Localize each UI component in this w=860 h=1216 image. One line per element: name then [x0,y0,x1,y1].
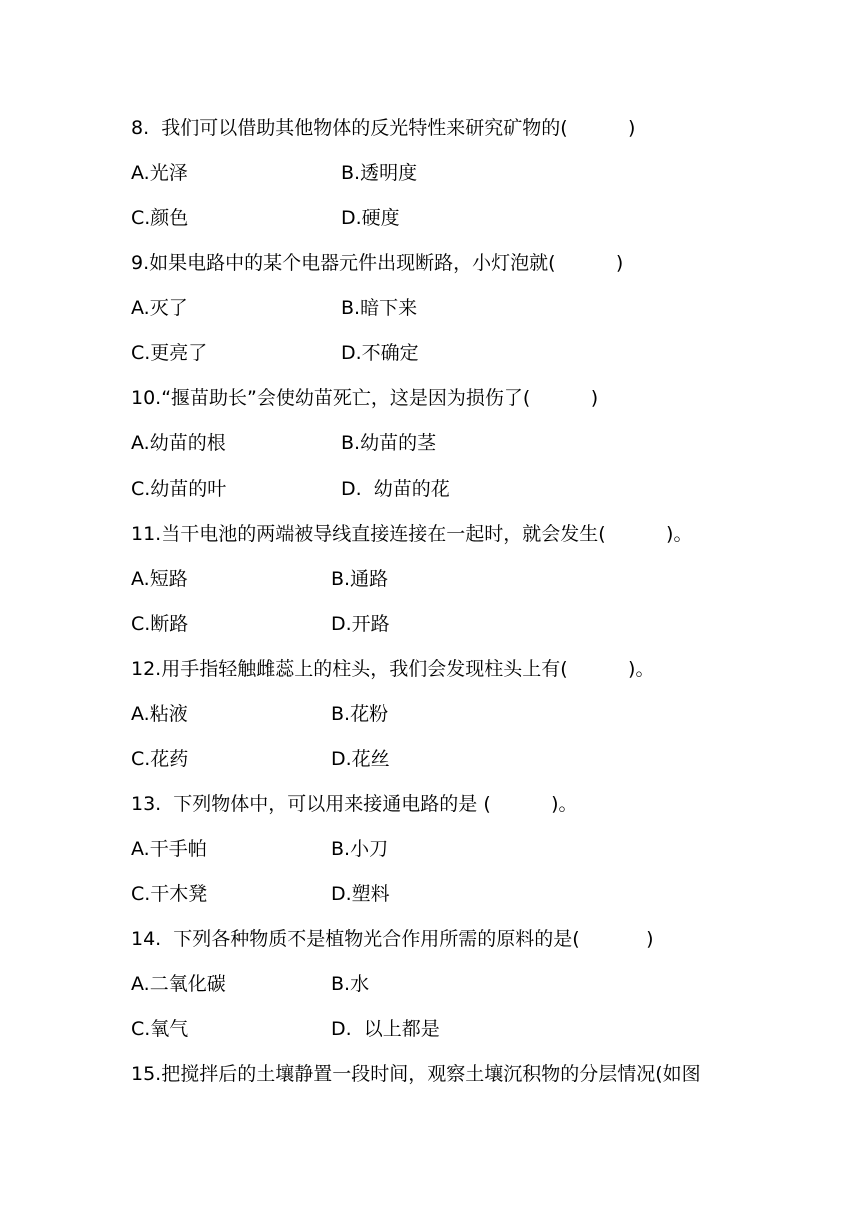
question-11-option-c: C.断路 [131,613,189,635]
question-9-stem: 9.如果电路中的某个电器元件出现断路，小灯泡就( ) [131,252,624,274]
question-14-option-c: C.氧气 [131,1018,189,1040]
question-12-option-d: D.花丝 [331,748,390,770]
question-12-option-c: C.花药 [131,748,189,770]
question-13-option-c: C.干木凳 [131,883,208,905]
question-8-option-d: D.硬度 [341,207,400,229]
question-14-option-b: B.水 [331,973,370,995]
question-11-option-b: B.通路 [331,568,389,590]
question-13-option-b: B.小刀 [331,838,389,860]
question-11-stem: 11.当干电池的两端被导线直接连接在一起时，就会发生( )。 [131,523,693,545]
question-9-option-a: A.灭了 [131,297,188,319]
question-10-option-a: A.幼苗的根 [131,432,226,454]
question-8-stem: 8. 我们可以借助其他物体的反光特性来研究矿物的( ) [131,117,636,139]
question-12-stem: 12.用手指轻触雌蕊上的柱头，我们会发现柱头上有( )。 [131,658,655,680]
question-8-option-b: B.透明度 [341,162,418,184]
question-13-option-a: A.干手帕 [131,838,207,860]
question-9-option-c: C.更亮了 [131,342,208,364]
question-12-option-b: B.花粉 [331,703,389,725]
question-8-option-a: A.光泽 [131,162,188,184]
question-9-option-d: D.不确定 [341,342,419,364]
question-15-stem: 15.把搅拌后的土壤静置一段时间，观察土壤沉积物的分层情况(如图 [131,1063,701,1085]
question-10-option-b: B.幼苗的茎 [341,432,437,454]
question-9-option-b: B.暗下来 [341,297,418,319]
question-13-option-d: D.塑料 [331,883,390,905]
question-10-option-d: D. 幼苗的花 [341,478,450,500]
question-8-option-c: C.颜色 [131,207,189,229]
question-10-option-c: C.幼苗的叶 [131,478,227,500]
question-11-option-a: A.短路 [131,568,188,590]
question-11-option-d: D.开路 [331,613,390,635]
question-13-stem: 13. 下列物体中，可以用来接通电路的是 ( )。 [131,793,578,815]
question-12-option-a: A.粘液 [131,703,188,725]
question-14-stem: 14. 下列各种物质不是植物光合作用所需的原料的是( ) [131,928,654,950]
question-14-option-d: D. 以上都是 [331,1018,440,1040]
question-14-option-a: A.二氧化碳 [131,973,226,995]
question-10-stem: 10.“揠苗助长”会使幼苗死亡，这是因为损伤了( ) [131,387,599,409]
